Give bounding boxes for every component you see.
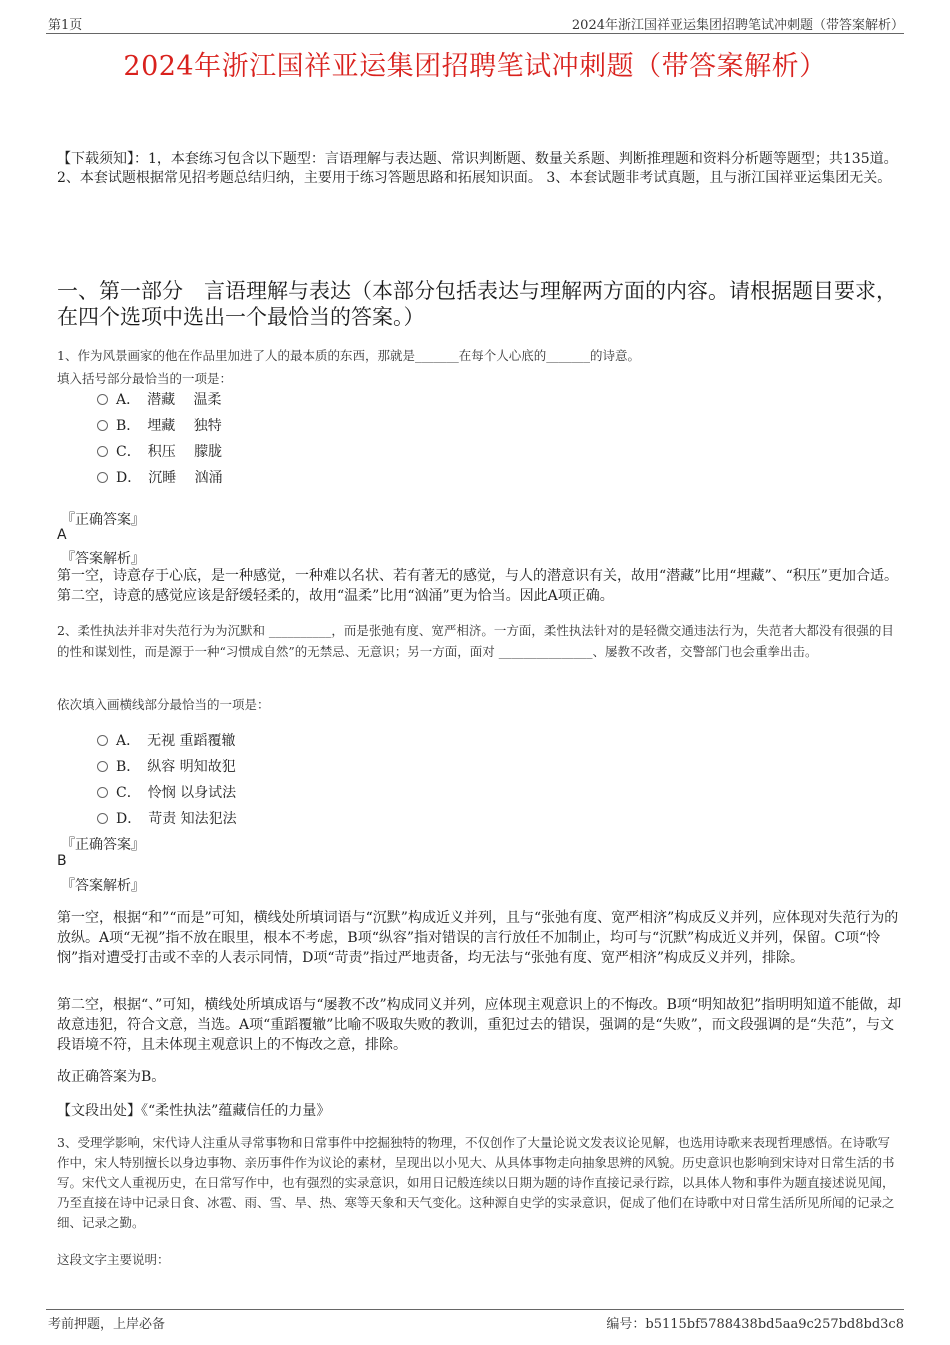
radio-icon[interactable] [97,446,108,457]
footer-rule [46,1309,904,1310]
question-2-analysis-label: 『答案解析』 [61,878,145,894]
download-notice: 【下载须知】：1，本套练习包含以下题型：言语理解与表达题、常识判断题、数量关系题、判断推理题和资料分析题等题型；共135道。 2、本套试题根据常见招考题总结归纳，主要用于练习答题思路和拓展知识面。 3、本套试题非考试真题，且与浙江国祥亚运集团无关。 [57,151,898,186]
question-1-stem: 1、作为风景画家的他在作品里加进了人的最本质的东西，那就是_______在每个人心底的_______的诗意。 [57,348,640,363]
question-2-analysis-paragraph-1: 第一空，根据“和”“而是”可知，横线处所填词语与“沉默”构成近义并列，且与“张弛有度、宽严相济”构成反义并列，应体现对失范行为的放纵。A项“无视”指不放在眼里，根本不考虑，B项“纵容”指对错误的言行放任不加制止，均可与“沉默”构成近义并列，保留。C项“怜悯”指对遭受打击或不幸的人表示同情，D项“苛责”指过严地责备，均无法与“张弛有度、宽严相济”构成反义并列，排除。 [57,910,899,966]
radio-icon[interactable] [97,787,108,798]
question-2-source: 【文段出处】《“柔性执法”蕴藏信任的力量》 [57,1103,331,1119]
footer-document-id: 编号：b5115bf5788438bd5aa9c257bd8bd3c8 [606,1317,904,1332]
question-2-option-a[interactable]: A． 无视 重蹈覆辙 [97,730,236,750]
question-3-stem: 3、受理学影响，宋代诗人注重从寻常事物和日常事件中挖掘独特的物理，不仅创作了大量论说文发表议论见解，也选用诗歌来表现哲理感悟。在诗歌写作中，宋人特别擅长以身边事物、亲历事件作为议论的素材，呈现出以小见大、从具体事物走向抽象思辨的风貌。历史意识也影响到宋诗对日常生活的书写。宋代文人重视历史，在日常写作中，也有强烈的实录意识，如用日记般连续以日期为题的诗作直接记录行踪，以具体人物和事件为题直接述说见闻，乃至直接在诗中记录日食、冰雹、雨、雪、旱、热、寒等天象和天气变化。这种源自史学的实录意识，促成了他们在诗歌中对日常生活所见所闻的记录之细、记录之勤。 [57,1135,895,1230]
question-2-stem: 2、柔性执法并非对失范行为为沉默和 __________，而是张弛有度、宽严相济。一方面，柔性执法针对的是轻微交通违法行为，失范者大都没有很强的目的性和谋划性，而是源于一种“习惯成自然”的无禁忌、无意识；另一方面，面对 _______________、屡教不改者，交警部门也会重拳出击。 [57,623,894,659]
question-1-answer: A [57,527,67,543]
question-1-prompt: 填入括号部分最恰当的一项是： [57,371,233,386]
question-1-analysis-label: 『答案解析』 [61,551,145,567]
question-2-answer-label: 『正确答案』 [61,837,145,853]
document-title: 2024年浙江国祥亚运集团招聘笔试冲刺题（带答案解析） [123,51,827,82]
question-2-conclusion: 故正确答案为B。 [57,1069,166,1085]
radio-icon[interactable] [97,735,108,746]
question-1-answer-label: 『正确答案』 [61,512,145,528]
page-number: 第1页 [48,18,83,33]
question-1-analysis: 第一空，诗意存于心底，是一种感觉，一种难以名状、若有著无的感觉，与人的潜意识有关，故用“潜藏”比用“埋藏”、“积压”更加合适。第二空，诗意的感觉应该是舒缓轻柔的，故用“温柔”比用“汹涌”更为恰当。因此A项正确。 [57,568,898,604]
question-1-option-d[interactable]: D． 沉睡 汹涌 [97,467,223,487]
question-1-option-b[interactable]: B． 埋藏 独特 [97,415,222,435]
question-2-prompt: 依次填入画横线部分最恰当的一项是： [57,697,270,712]
footer-slogan: 考前押题，上岸必备 [48,1317,166,1332]
radio-icon[interactable] [97,472,108,483]
question-2-option-c[interactable]: C． 怜悯 以身试法 [97,782,236,802]
running-header-title: 2024年浙江国祥亚运集团招聘笔试冲刺题（带答案解析） [571,18,904,33]
question-2-option-b[interactable]: B． 纵容 明知故犯 [97,756,236,776]
radio-icon[interactable] [97,761,108,772]
radio-icon[interactable] [97,420,108,431]
question-2-analysis-paragraph-2: 第二空，根据“、”可知，横线处所填成语与“屡教不改”构成同义并列，应体现主观意识上的不悔改。B项“明知故犯”指明明知道不能做，却故意违犯，符合文意，当选。A项“重蹈覆辙”比喻不吸取失败的教训，重犯过去的错误，强调的是“失败”，而文段强调的是“失范”，与文段语境不符，且未体现主观意识上的不悔改之意，排除。 [57,997,902,1053]
question-1-option-a[interactable]: A． 潜藏 温柔 [97,389,222,409]
question-2-answer: B [57,853,67,869]
question-2-option-d[interactable]: D． 苛责 知法犯法 [97,808,237,828]
radio-icon[interactable] [97,394,108,405]
radio-icon[interactable] [97,813,108,824]
question-3-prompt: 这段文字主要说明： [57,1252,170,1267]
header-rule [46,33,904,34]
section-heading: 一、第一部分 言语理解与表达（本部分包括表达与理解两方面的内容。请根据题目要求，在四个选项中选出一个最恰当的答案。） [57,279,897,329]
question-1-option-c[interactable]: C． 积压 朦胧 [97,441,222,461]
